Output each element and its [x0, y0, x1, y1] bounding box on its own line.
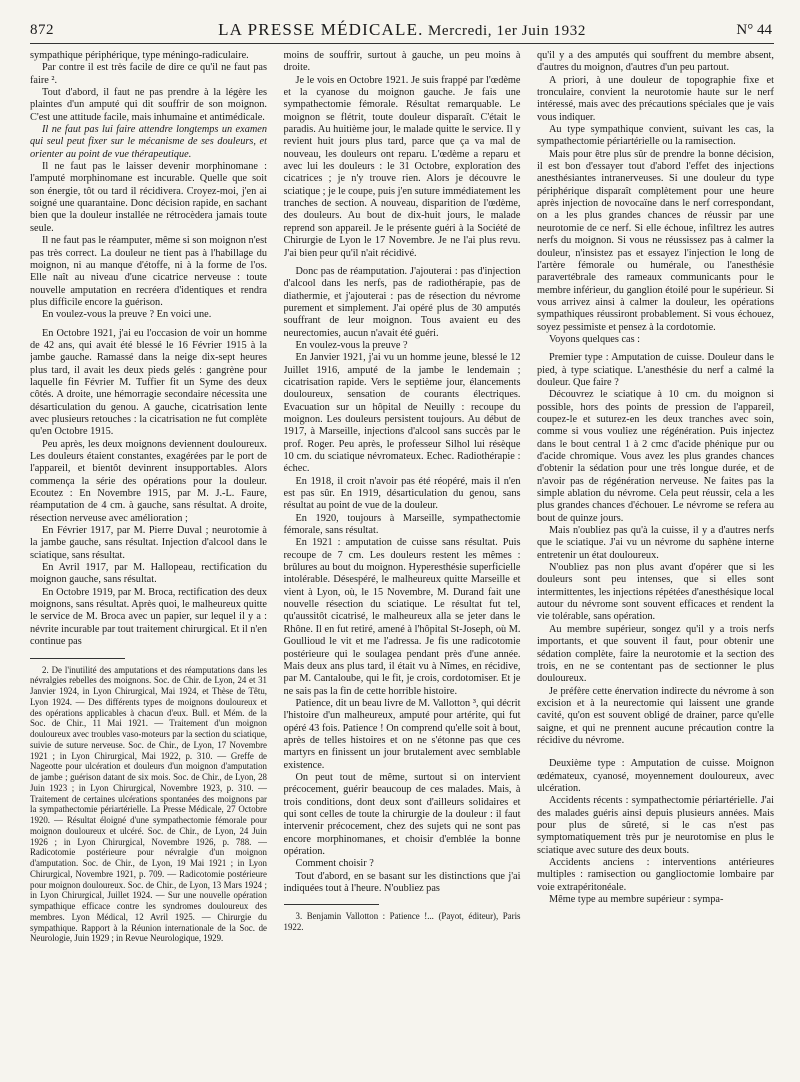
paragraph: Accidents anciens : interventions antérieures multiples : ramisection ou ganglioctomie lombaire par voie extrapéritonéale.: [537, 857, 774, 893]
paragraph: Au membre supérieur, songez qu'il y a trois nerfs importants, et que souvent il faut, pour obtenir une sédation complète, faire la neurotomie et la section des trois, en ne se contentant pas de sectionner le plus douloureux.: [537, 623, 774, 685]
paragraph: En 1921 : amputation de cuisse sans résultat. Puis recoupe de 7 cm. Les douleurs restent les mêmes : brûlures au bout du moignon. Hyperesthésie superficielle intolérable. Désespéré, le malheureux quitte Marseille et vient à Lyon, où, le 15 Novembre, M. Durand fait une nouvelle résection du sciatique. Le résultat fut tel, qu'aussitôt cicatrisé, le malheureux alla se jeter dans le Rhône. Il en fut retiré, amené à l'hôpital St-Joseph, où M. Goullioud le vit et me l'adressa. Je fis une radicotomie postérieure qui le soulagea pendant près d'une année. Mais deux ans plus tard, il était vu à Nîmes, en récidive, par M. Cantaloube, qui le fit, je crois, cordotomiser. Et je ne sais pas la fin de cette horrible histoire.: [283, 537, 521, 697]
paragraph: Il ne faut pas le laisser devenir morphinomane : l'amputé morphinomane est incurable. Quelle que soit son énergie, tôt ou tard il récidivera. Croyez-moi, j'en ai soigné une quarantaine. Donc décision rapide, en sachant bien que la douleur installée ne rétrocèdera jamais toute seule.: [30, 161, 267, 234]
paragraph: On peut tout de même, surtout si on intervient précocement, guérir beaucoup de ces malades. Mais, à trois conditions, dont deux sont d'ailleurs solidaires et qui sont celles de toute la chirurgie de la douleur : il faut intervenir précocement, chez des sujets qui ne sont pas encore morphinomanes, et choisir d'emblée la bonne opération.: [283, 771, 521, 857]
page-number: 872: [30, 22, 54, 38]
paragraph-italic: Il ne faut pas lui faire attendre longtemps un examen qui seul peut fixer sur le mécanisme de ses douleurs, et orienter au point de vue thérapeutique.: [30, 124, 267, 160]
page-header: [30, 18, 774, 44]
paragraph: Je le vois en Octobre 1921. Je suis frappé par l'œdème et la cyanose du moignon gauche. Je fais une sympathectomie fémorale. Résultat remarquable. Le moignon se flétrit, toute douleur disparaît. C'était le paradis. Au huitième jour, le malade quitte le service. Il y revient huit jours plus tard, parce que ça va mal de nouveau, les douleurs ont reparu. L'œdème a reparu et avec lui les douleurs : le 31 Octobre, exploration des cicatrices ; je n'y trouve rien. Alors je découvre le sciatique ; je le coupe, puis j'en suture immédiatement les tranches de section. A nouveau, disparition de l'œdème, des douleurs. Au bout de dix-huit jours, le malade reprend son appareil. Je le présente guéri à la Société de Chirurgie de Lyon le 17 Novembre. Je ne l'ai plus revu. J'ai bien peur qu'il n'ait récidivé.: [283, 74, 521, 259]
paragraph: Découvrez le sciatique à 10 cm. du moignon si possible, hors des points de pression de l'appareil, coupez-le et suturez-en les deux tranches avec soin, comme si vous vouliez une régénération. Puis injectez dans le bout central 1 à 2 cmc d'acide phénique pur ou d'acide chromique. Vous avez les plus grandes chances d'obtenir la sédation pour une très longue durée, et de n'avoir pas de régénération nerveuse. Ne faites pas la simple ablation du névrome. Cela peut réussir, cela a les plus grandes chances d'échouer. Le névrome se refera au bout de quinze jours.: [537, 389, 774, 524]
issue-number: N° 44: [736, 22, 772, 38]
column-2: [284, 50, 521, 1078]
footnote-3: 3. Benjamin Vallotton : Patience !... (Payot, éditeur), Paris 1922.: [283, 911, 521, 933]
text-columns: [30, 50, 774, 1078]
footnote-separator: [284, 904, 379, 905]
paragraph: Comment choisir ?: [295, 858, 374, 870]
paragraph: En 1918, il croit n'avoir pas été réopéré, mais il n'en est pas sûr. En 1919, désarticulation du genou, sans résultat au point de vue de la douleur.: [283, 475, 521, 512]
paragraph: Je préfère cette énervation indirecte du névrome à son excision et à la neurectomie qui laissent une grande cavité, qu'on est souvent obligé de drainer, parce qu'elle saigne, et qui ne prennent aucune précaution contre la récidive du névrome.: [537, 685, 774, 746]
paragraph: Mais pour être plus sûr de prendre la bonne décision, il est bon d'essayer tout d'abord l'effet des injections anesthésiantes intranerveuses. Si une douleur du type périphérique disparaît complètement pour une heure après injection de novocaïne dans le nerf correspondant, on a les plus grandes chances de réussir par une neurotomie de ce nerf. Si elle échoue, infiltrez les autres nerfs du moignon. Si vous ne réussissez pas à calmer la douleur, n'insistez pas et essayez l'injection le long de l'artère fémorale ou humérale, ou l'anesthésie paravertébrale des rameaux communicants pour le membre inférieur, du ganglion étoilé pour le supérieur. Si vous arrivez ainsi à calmer la douleur, les opérations sympathiques réussiront probablement. Si vous échouez, soyez pessimiste et pensez à la cordotomie.: [537, 148, 774, 333]
paragraph: Mais n'oubliez pas qu'à la cuisse, il y a d'autres nerfs que le sciatique. J'ai vu un névrome du saphène interne entretenir un état douloureux.: [537, 525, 774, 561]
paragraph: N'oubliez pas non plus avant d'opérer que si les douleurs sont peu intenses, que si elles sont intermittentes, les injections répétées d'anesthésique local autour du névrome sont souvent efficaces et rendent la vie tolérable, sans opération.: [537, 562, 774, 623]
paragraph: A priori, à une douleur de topographie fixe et tronculaire, convient la neurotomie haute sur le nerf intéressé, mais avec des précautions spéciales que je vais vous indiquer.: [537, 74, 774, 123]
paragraph: En voulez-vous la preuve ? En voici une.: [42, 309, 212, 321]
issue-date: Mercredi, 1er Juin 1932: [428, 23, 586, 39]
paragraph: Accidents récents : sympathectomie périartérielle. J'ai des malades guéris ainsi depuis plusieurs années. Mais pour plus de sûreté, si le cas n'est pas symptomatiquement très pur je neurotomise en plus le sciatique avec suture des deux bouts.: [537, 795, 774, 856]
footnote-2: 2. De l'inutilité des amputations et des réamputations dans les névralgies rebelles des moignons. Soc. de Chir. de Lyon, 24 et 31 Janvier 1924, in Lyon Chirurgical, Mai 1924, et Thèse de Têtu, Lyon 1924. — Des différents types de moignons douloureux et des opérations applicables à chacun d'eux. Bull. et Mém. de la Soc. de Chir., 11 Mai 1921. — Traitement d'un moignon douloureux avec troubles vaso-moteurs par la section du sciatique, suivie de suture nerveuse. Soc. de Chir., de Lyon, 17 Novembre 1921 ; in Lyon Chirurgical, Mai 1922, p. 310. — Greffe de Nageotte pour ulcération et douleurs d'un moignon d'amputation de jambe ; guérison datant de six mois. Soc. de Chir., de Lyon, 28 Juin 1923 ; in Lyon Chirurgical, Novembre 1923, p. 310. — Traitement de certaines ulcérations spontanées des moignons par la sympathectomie périartérielle. La Presse Médicale, 27 Octobre 1920. — Résultat éloigné d'une sympathectomie fémorale pour moignon douloureux et ulcéré. Soc. de Chir., de Lyon, 24 Juin 1926 ; in Lyon Chirurgical, Novembre 1926, p. 788. — Radicotomie postérieure pour névralgie d'un moignon d'amputation. Soc. de Chir., de Lyon, 19 Mai 1921 ; in Lyon Chirurgical, Novembre 1921, p. 709. — Radicotomie postérieure pour moignon douloureux. Soc. de Chir., de Lyon, 13 Mars 1924 ; in Lyon Chirurgical, Juillet 1924. — Sur une nouvelle opération sympathique efficace contre les syndromes douloureux des membres. Lyon Médical, 12 Avril 1925. — Chirurgie du sympathique. Rapport à la Réunion internationale de la Soc. de Neurologie, Juin 1929 ; in Revue Neurologique, 1929.: [30, 664, 267, 944]
paragraph: qu'il y a des amputés qui souffrent du membre absent, d'autres du moignon, d'autres d'un peu partout.: [537, 50, 774, 74]
paragraph: En Octobre 1921, j'ai eu l'occasion de voir un homme de 42 ans, qui avait été blessé le 16 Février 1915 à la jambe gauche. Ramassé dans la neige dix-sept heures plus tard, il avait les deux pieds gelés : gangrène pour laquelle fin Février M. Tuffier fit un Syme des deux côtés. A droite, une hémorragie secondaire nécessita une désarticulation du genou. A gauche, cicatrisation lente avec plusieurs retouches : la cicatrisation ne fut complète qu'en Octobre 1915.: [30, 327, 267, 438]
paragraph: En voulez-vous la preuve ?: [295, 339, 408, 351]
paragraph: Peu après, les deux moignons deviennent douloureux. Les douleurs étaient constantes, exagérées par le port de l'appareil, et bientôt devinrent insupportables. Alors commença la série des opérations pour la douleur. Ecoutez : En Novembre 1915, par M. J.-L. Faure, réamputation de 4 cm. à gauche, sans résultat. A droite, résection nerveuse avec amélioration ;: [30, 438, 267, 524]
paragraph: En Octobre 1919, par M. Broca, rectification des deux moignons, sans résultat. Après quoi, le malheureux quitte le service de M. Broca avec un papier, sur lequel il y a : névrite incurable par tout traitement chirurgical. Et il n'en continue pas: [30, 586, 267, 648]
paragraph: En Janvier 1921, j'ai vu un homme jeune, blessé le 12 Juillet 1916, amputé de la jambe le lendemain ; cicatrisation rapide. Vers le septième jour, élancements douloureux, sensation de courants électriques. Evacuation sur un hôpital de Neuilly : recoupe du moignon. Les douleurs persistent toujours. Au début de 1917, à Marseille, injections d'alcool sans succès par le prof. Roger. Peu après, le professeur Silhol lui résèque 10 cm. du sciatique névromateux. Echec. Radiothérapie : échec.: [283, 352, 521, 475]
journal-title-line: [30, 20, 774, 40]
paragraph: sympathique périphérique, type méningo-radiculaire.: [30, 50, 249, 61]
paragraph: Patience, dit un beau livre de M. Vallotton ³, qui décrit l'histoire d'un malheureux, amputé pour artérite, qui fut opéré 43 fois. Patience ! On comprend qu'elle soit à bout, après de telles histoires et on ne s'étonne pas que ces martyrs en finissent un jour brutalement avec semblable existence.: [283, 697, 521, 771]
paragraph: moins de souffrir, surtout à gauche, un peu moins à droite.: [283, 50, 521, 74]
paragraph: Tout d'abord, il faut ne pas prendre à la légère les plaintes d'un amputé qui dit souffrir de son moignon. C'est une attitude facile, mais inhumaine et antimédicale.: [30, 87, 267, 123]
paragraph: Tout d'abord, en se basant sur les distinctions que j'ai indiquées tout à l'heure. N'oubliez pas: [283, 870, 521, 895]
paragraph: En 1920, toujours à Marseille, sympathectomie fémorale, sans résultat.: [283, 512, 521, 537]
paragraph: En Avril 1917, par M. Hallopeau, rectification du moignon gauche, sans résultat.: [30, 562, 267, 586]
journal-name: LA PRESSE MÉDICALE.: [218, 20, 424, 39]
paragraph: Par contre il est très facile de dire ce qu'il ne faut pas faire ².: [30, 62, 267, 86]
paragraph: Premier type : Amputation de cuisse. Douleur dans le pied, à type sciatique. L'anesthésie du nerf a calmé la douleur. Que faire ?: [537, 352, 774, 388]
paragraph: Au type sympathique convient, suivant les cas, la sympathectomie périartérielle ou la ramisection.: [537, 124, 774, 148]
paragraph: Même type au membre supérieur : sympa-: [549, 894, 724, 906]
paragraph: Voyons quelques cas :: [549, 333, 641, 345]
paragraph: En Février 1917, par M. Pierre Duval ; neurotomie à la jambe gauche, sans résultat. Injection d'alcool dans le sciatique, sans résultat.: [30, 525, 267, 561]
column-3: [537, 50, 774, 1078]
paragraph: Il ne faut pas le réamputer, même si son moignon n'est pas très correct. La douleur ne tient pas à l'habillage du moignon, ni au manque d'étoffe, ni à la forme de l'os. Elle naît au niveau d'une cicatrice nerveuse : toute nouvelle amputation en recréera d'identiques et rendra plus difficile encore la guérison.: [30, 235, 267, 308]
column-1: [30, 50, 267, 1078]
paragraph: Deuxième type : Amputation de cuisse. Moignon œdémateux, cyanosé, moyennement douloureux, avec ulcération.: [537, 758, 774, 794]
footnote-separator: [30, 658, 125, 659]
paragraph: Donc pas de réamputation. J'ajouterai : pas d'injection d'alcool dans les nerfs, pas de radiothérapie, pas de diathermie, et j'ajouterai : pas de résection du névrome purement et simplement. J'ai opéré plus de 30 amputés souffrant de leur moignon. Tous avaient eu des neurectomies, aucun n'avait été guéri.: [283, 265, 521, 339]
